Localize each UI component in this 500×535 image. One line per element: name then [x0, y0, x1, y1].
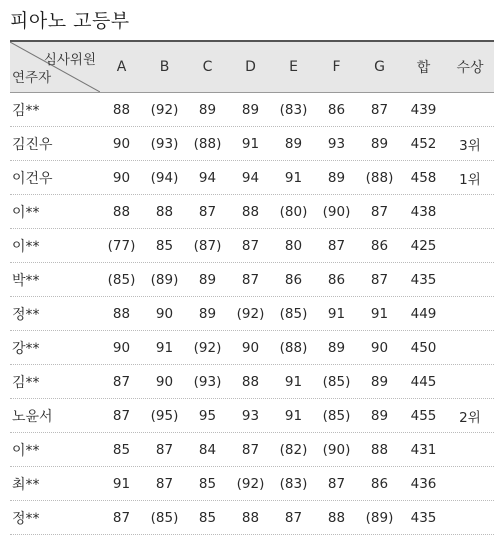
- award-cell: 3위: [459, 137, 481, 154]
- player-name: 김**: [12, 374, 40, 391]
- score-cell: 89: [241, 101, 260, 118]
- player-name: 김진우: [12, 136, 53, 153]
- score-cell: (90): [322, 203, 351, 220]
- table-row: [10, 433, 494, 467]
- score-table: [10, 40, 494, 535]
- score-cell: (92): [236, 475, 265, 492]
- score-cell: 91: [155, 339, 174, 356]
- score-cell: (85): [279, 305, 308, 322]
- sum-cell: 452: [410, 135, 437, 152]
- score-cell: 89: [198, 305, 217, 322]
- score-cell: 90: [155, 305, 174, 322]
- score-cell: 87: [155, 441, 174, 458]
- player-label: 연주자: [12, 70, 52, 86]
- score-cell: 94: [241, 169, 260, 186]
- judge-header-d: D: [245, 59, 256, 75]
- score-cell: (89): [150, 271, 179, 288]
- score-cell: 89: [370, 373, 389, 390]
- score-cell: 85: [198, 475, 217, 492]
- score-cell: 87: [155, 475, 174, 492]
- score-cell: 88: [370, 441, 389, 458]
- score-cell: 87: [370, 101, 389, 118]
- score-cell: 87: [327, 475, 346, 492]
- sum-cell: 431: [410, 441, 437, 458]
- score-cell: 85: [112, 441, 131, 458]
- award-cell: 1위: [459, 171, 481, 188]
- table-row: [10, 263, 494, 297]
- score-cell: 86: [370, 237, 389, 254]
- table-row: [10, 399, 494, 433]
- award-cell: [446, 467, 494, 500]
- score-cell: 88: [112, 305, 131, 322]
- award-cell: [446, 331, 494, 364]
- score-cell: 88: [112, 101, 131, 118]
- sum-cell: 435: [410, 271, 437, 288]
- score-cell: (80): [279, 203, 308, 220]
- score-cell: 86: [370, 475, 389, 492]
- score-cell: 86: [284, 271, 303, 288]
- score-cell: (85): [150, 509, 179, 526]
- score-cell: (89): [365, 509, 394, 526]
- score-cell: (83): [279, 101, 308, 118]
- score-cell: 90: [112, 169, 131, 186]
- score-cell: (87): [193, 237, 222, 254]
- score-cell: 88: [112, 203, 131, 220]
- sum-cell: 425: [410, 237, 437, 254]
- sum-cell: 438: [410, 203, 437, 220]
- award-cell: [446, 501, 494, 534]
- score-cell: 86: [327, 101, 346, 118]
- player-name: 강**: [12, 340, 40, 357]
- header-corner: [10, 42, 100, 92]
- judge-header-g: G: [374, 59, 385, 75]
- score-cell: 87: [198, 203, 217, 220]
- judge-header-f: F: [332, 59, 341, 75]
- score-cell: 87: [241, 441, 260, 458]
- sum-cell: 435: [410, 509, 437, 526]
- score-cell: 87: [112, 509, 131, 526]
- sum-cell: 439: [410, 101, 437, 118]
- player-name: 김**: [12, 102, 40, 119]
- score-cell: 86: [327, 271, 346, 288]
- score-cell: (95): [150, 407, 179, 424]
- score-cell: 93: [327, 135, 346, 152]
- player-name: 박**: [12, 272, 40, 289]
- judge-header-b: B: [159, 59, 170, 75]
- score-cell: (92): [236, 305, 265, 322]
- score-cell: (82): [279, 441, 308, 458]
- score-cell: 88: [327, 509, 346, 526]
- score-cell: 89: [370, 135, 389, 152]
- table-row: [10, 365, 494, 399]
- score-cell: (88): [365, 169, 394, 186]
- award-cell: [446, 433, 494, 466]
- score-cell: 87: [241, 237, 260, 254]
- table-row: [10, 467, 494, 501]
- score-cell: 88: [241, 203, 260, 220]
- score-cell: 90: [370, 339, 389, 356]
- score-cell: 87: [112, 373, 131, 390]
- award-cell: [446, 229, 494, 262]
- award-cell: [446, 297, 494, 330]
- award-cell: [446, 93, 494, 126]
- score-cell: (85): [322, 407, 351, 424]
- score-cell: 90: [155, 373, 174, 390]
- score-cell: (92): [193, 339, 222, 356]
- score-cell: 94: [198, 169, 217, 186]
- player-name: 이**: [12, 238, 40, 255]
- score-cell: 85: [155, 237, 174, 254]
- score-cell: 88: [155, 203, 174, 220]
- score-cell: (94): [150, 169, 179, 186]
- judges-label: 심사위원: [43, 52, 96, 68]
- player-name: 정**: [12, 306, 40, 323]
- award-cell: [446, 263, 494, 296]
- score-cell: (93): [150, 135, 179, 152]
- award-header: 수상: [456, 60, 484, 76]
- table-row: [10, 93, 494, 127]
- score-cell: 88: [241, 509, 260, 526]
- score-cell: (85): [322, 373, 351, 390]
- score-cell: 89: [198, 271, 217, 288]
- score-cell: 90: [241, 339, 260, 356]
- player-name: 이**: [12, 442, 40, 459]
- player-name: 최**: [12, 476, 40, 493]
- score-cell: 91: [284, 169, 303, 186]
- score-cell: 85: [198, 509, 217, 526]
- sum-cell: 436: [410, 475, 437, 492]
- table-row: [10, 161, 494, 195]
- score-cell: 87: [112, 407, 131, 424]
- sum-cell: 449: [410, 305, 437, 322]
- sum-cell: 455: [410, 407, 437, 424]
- player-name: 정**: [12, 510, 40, 527]
- award-cell: 2위: [459, 409, 481, 426]
- score-cell: 89: [370, 407, 389, 424]
- table-row: [10, 331, 494, 365]
- player-name: 노윤서: [12, 408, 53, 425]
- score-cell: 84: [198, 441, 217, 458]
- score-cell: 93: [241, 407, 260, 424]
- score-cell: 89: [327, 169, 346, 186]
- score-cell: (88): [193, 135, 222, 152]
- score-cell: (88): [279, 339, 308, 356]
- score-cell: (92): [150, 101, 179, 118]
- score-cell: 90: [112, 135, 131, 152]
- score-cell: (83): [279, 475, 308, 492]
- judge-header-c: C: [202, 59, 213, 75]
- table-header: [10, 42, 494, 93]
- score-cell: 91: [284, 407, 303, 424]
- player-name: 이건우: [12, 170, 53, 187]
- score-cell: 95: [198, 407, 217, 424]
- score-cell: 89: [198, 101, 217, 118]
- score-cell: 91: [370, 305, 389, 322]
- score-cell: 91: [241, 135, 260, 152]
- score-cell: 90: [112, 339, 131, 356]
- table-row: [10, 501, 494, 535]
- judge-header-a: A: [116, 59, 127, 75]
- score-cell: 89: [327, 339, 346, 356]
- score-cell: 87: [284, 509, 303, 526]
- table-row: [10, 297, 494, 331]
- sum-header: 합: [416, 60, 431, 76]
- score-cell: 88: [241, 373, 260, 390]
- score-cell: 87: [241, 271, 260, 288]
- table-row: [10, 195, 494, 229]
- score-cell: (85): [107, 271, 136, 288]
- page-title: 피아노 고등부: [10, 10, 130, 32]
- score-cell: 89: [284, 135, 303, 152]
- score-cell: 91: [327, 305, 346, 322]
- judge-header-e: E: [289, 59, 298, 75]
- award-cell: [446, 365, 494, 398]
- table-row: [10, 127, 494, 161]
- score-cell: 80: [284, 237, 303, 254]
- score-cell: (77): [107, 237, 136, 254]
- table-body: [10, 93, 494, 535]
- award-cell: [446, 195, 494, 228]
- score-cell: (93): [193, 373, 222, 390]
- score-cell: 87: [327, 237, 346, 254]
- score-cell: 87: [370, 203, 389, 220]
- score-cell: 87: [370, 271, 389, 288]
- sum-cell: 445: [410, 373, 437, 390]
- score-cell: 91: [112, 475, 131, 492]
- score-cell: 91: [284, 373, 303, 390]
- player-name: 이**: [12, 204, 40, 221]
- sum-cell: 458: [410, 169, 437, 186]
- table-row: [10, 229, 494, 263]
- sum-cell: 450: [410, 339, 437, 356]
- score-cell: (90): [322, 441, 351, 458]
